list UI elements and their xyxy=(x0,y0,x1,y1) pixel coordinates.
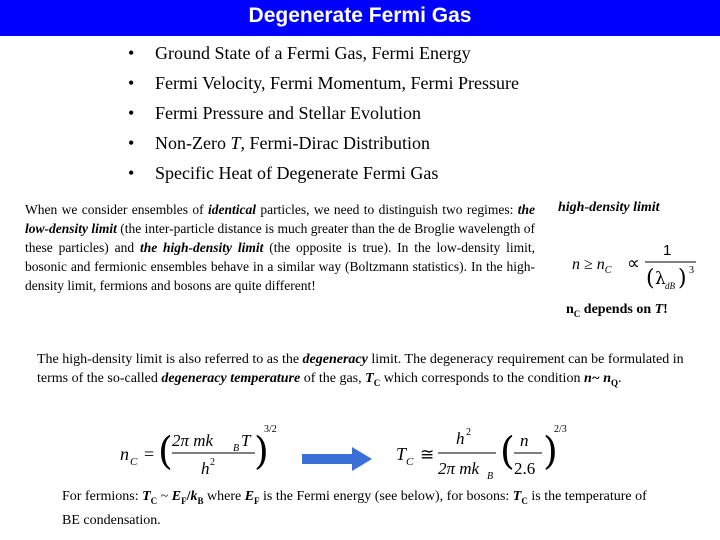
svg-text:(: ( xyxy=(158,429,173,473)
svg-text:2: 2 xyxy=(466,427,471,438)
topic-item: • Non-Zero T, Fermi-Dirac Distribution xyxy=(128,132,519,162)
topic-item: • Specific Heat of Degenerate Fermi Gas xyxy=(128,162,519,192)
svg-text:2.6: 2.6 xyxy=(514,459,536,478)
svg-text:2/3: 2/3 xyxy=(554,424,567,435)
svg-text:(: ( xyxy=(646,266,655,291)
svg-text:h: h xyxy=(456,429,465,448)
svg-text:2π mk: 2π mk xyxy=(172,431,214,450)
svg-text:(: ( xyxy=(500,429,515,473)
svg-text:T: T xyxy=(396,444,407,464)
degeneracy-paragraph: The high-density limit is also referred to as the degeneracy limit. The degeneracy requirement can be formulated in terms of the so-called degeneracy temperature of the gas, $T_C$ which corresponds to the condition n~ $n_Q$. xyxy=(37,352,684,388)
topic-list xyxy=(128,42,519,192)
regimes-paragraph: When we consider ensembles of identical particles, we need to distinguish two regimes: the low-density limit (the inter-particle distance is much greater than the de Broglie wavelength of these particles) and the high-density limit (the opposite is true). In the low-density limit, bosonic and fermionic ensembles behave in a similar way (Boltzmann statistics). In the high-density limit, fermions and bosons are quite different! xyxy=(25,202,536,293)
svg-text:): ) xyxy=(678,266,687,291)
svg-text:): ) xyxy=(254,429,269,473)
svg-text:n: n xyxy=(120,444,129,464)
slide-title: Degenerate Fermi Gas xyxy=(248,4,472,27)
svg-text:λ: λ xyxy=(655,269,666,289)
fermions-bosons-paragraph: For fermions: $T_C$ ~ $E_F/k_B$ where $E_F$ is the Fermi energy (see below), for bosons: $T_C$ is the temperature of BE condensation. xyxy=(62,489,647,528)
svg-text:≅: ≅ xyxy=(420,445,435,465)
svg-text:h: h xyxy=(201,459,210,478)
svg-text:): ) xyxy=(543,429,558,473)
svg-text:dB: dB xyxy=(665,281,675,291)
tc-equation xyxy=(396,420,586,482)
svg-text:T: T xyxy=(241,431,251,450)
svg-text:2π mk: 2π mk xyxy=(438,459,480,478)
right-arrow-icon xyxy=(302,446,374,472)
svg-text:2: 2 xyxy=(210,457,215,468)
svg-text:C: C xyxy=(130,456,138,468)
high-density-label: high-density limit xyxy=(558,200,660,215)
svg-text:3: 3 xyxy=(689,265,694,276)
svg-text:C: C xyxy=(406,456,414,468)
svg-text:∝: ∝ xyxy=(627,253,640,273)
topic-item: • Fermi Velocity, Fermi Momentum, Fermi Pressure xyxy=(128,72,519,102)
svg-text:n: n xyxy=(520,431,529,450)
svg-text:3/2: 3/2 xyxy=(264,424,277,435)
svg-text:1: 1 xyxy=(663,242,672,259)
high-density-equation xyxy=(572,238,702,294)
topic-item: • Fermi Pressure and Stellar Evolution xyxy=(128,102,519,132)
nc-equation xyxy=(120,420,280,482)
svg-text:B: B xyxy=(487,471,494,482)
svg-text:n ≥ nC: $n \ge n_C$ xyxy=(572,256,612,276)
topic-item: • Ground State of a Fermi Gas, Fermi Energy xyxy=(128,42,519,72)
nc-depends-label: $n_C$ depends on T! xyxy=(566,302,668,319)
svg-text:=: = xyxy=(144,444,155,464)
svg-text:B: B xyxy=(233,443,240,454)
